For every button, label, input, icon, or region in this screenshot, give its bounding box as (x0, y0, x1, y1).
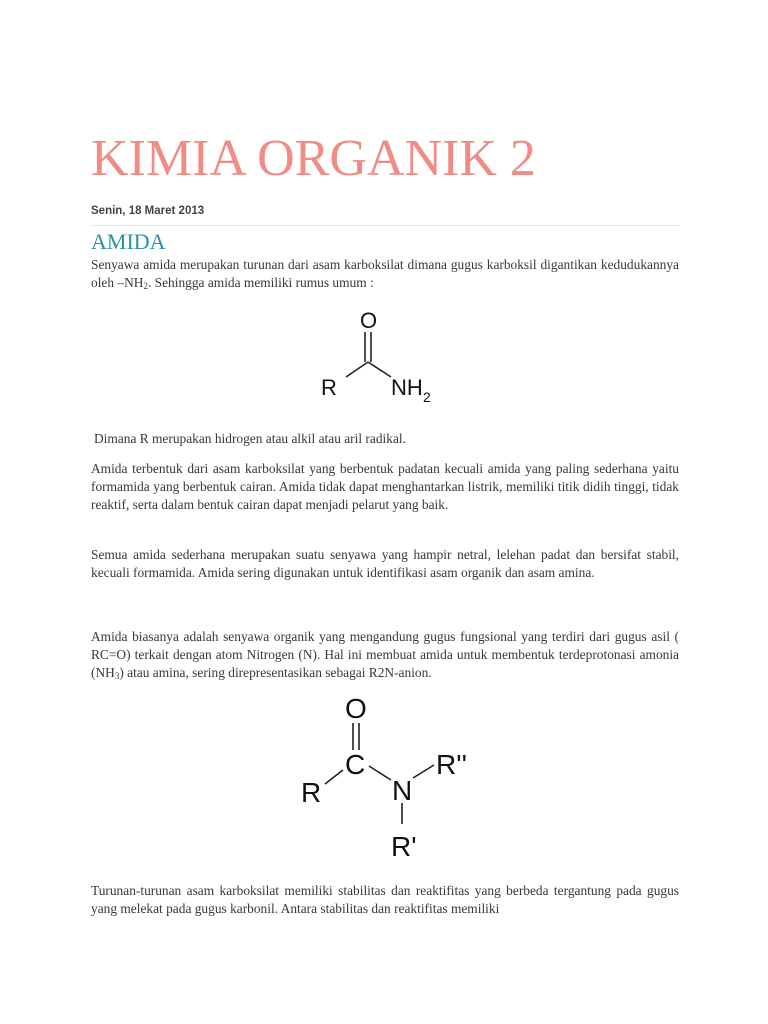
subscript: 2 (143, 281, 148, 291)
paragraph-neutral: Semua amida sederhana merupakan suatu senyawa yang hampir netral, lelehan padat dan bersifat stabil, kecuali formamida. Amida sering digunakan untuk identifikasi asam organik dan asam amina. (91, 547, 679, 580)
divider (91, 225, 679, 226)
nh-subscript: 2 (423, 389, 431, 405)
paragraph-intro-text: Senyawa amida merupakan turunan dari asam karboksilat dimana gugus karboksil digantikan kedudukannya oleh –NH (91, 257, 679, 290)
oxygen-label: O (360, 308, 378, 333)
subscript: 3 (114, 671, 120, 681)
paragraph-functional-group-end: ) atau amina, sering direpresentasikan sebagai R2N-anion. (119, 665, 432, 680)
r-double-prime-label: R'' (436, 749, 467, 780)
paragraph-derivatives: Turunan-turunan asam karboksilat memiliki stabilitas dan reaktifitas yang berbeda tergantung pada gugus yang melekat pada gugus karbonil. Antara stabilitas dan reaktifitas memiliki (91, 883, 679, 916)
paragraph-functional-group-text: Amida biasanya adalah senyawa organik yang mengandung gugus fungsional yang terdiri dari gugus asil ( RC=O) terkait dengan atom Nitrogen (N). Hal ini membuat amida untuk membentuk terdeprotonasi amonia (NH (91, 629, 679, 680)
post-date: Senin, 18 Maret 2013 (91, 205, 205, 217)
substituted-amide-figure (291, 690, 481, 870)
nh-label: NH (391, 375, 423, 400)
nitrogen-label: N (392, 775, 413, 806)
paragraph-r-definition: Dimana R merupakan hidrogen atau alkil atau aril radikal. (94, 431, 406, 446)
paragraph-intro-end: . Sehingga amida memiliki rumus umum : (147, 275, 374, 290)
paragraph-intro (91, 256, 679, 292)
paragraph-properties: Amida terbentuk dari asam karboksilat yang berbentuk padatan kecuali amida yang paling sederhana yaitu formamida yang berbentuk cairan. Amida tidak dapat menghantarkan listrik, memiliki titik didih tinggi, tidak reaktif, serta dalam bentuk cairan dapat menjadi pelarut yang baik. (91, 461, 679, 512)
paragraph-functional-group (91, 628, 679, 682)
oxygen-label: O (345, 693, 367, 724)
r-label: R (321, 375, 337, 400)
blog-title[interactable]: KIMIA ORGANIK 2 (91, 130, 536, 187)
post-title[interactable]: AMIDA (91, 229, 166, 254)
r-label: R (301, 777, 322, 808)
amide-structure-figure (319, 300, 449, 410)
carbon-label: C (345, 749, 366, 780)
r-prime-label: R' (391, 831, 417, 862)
